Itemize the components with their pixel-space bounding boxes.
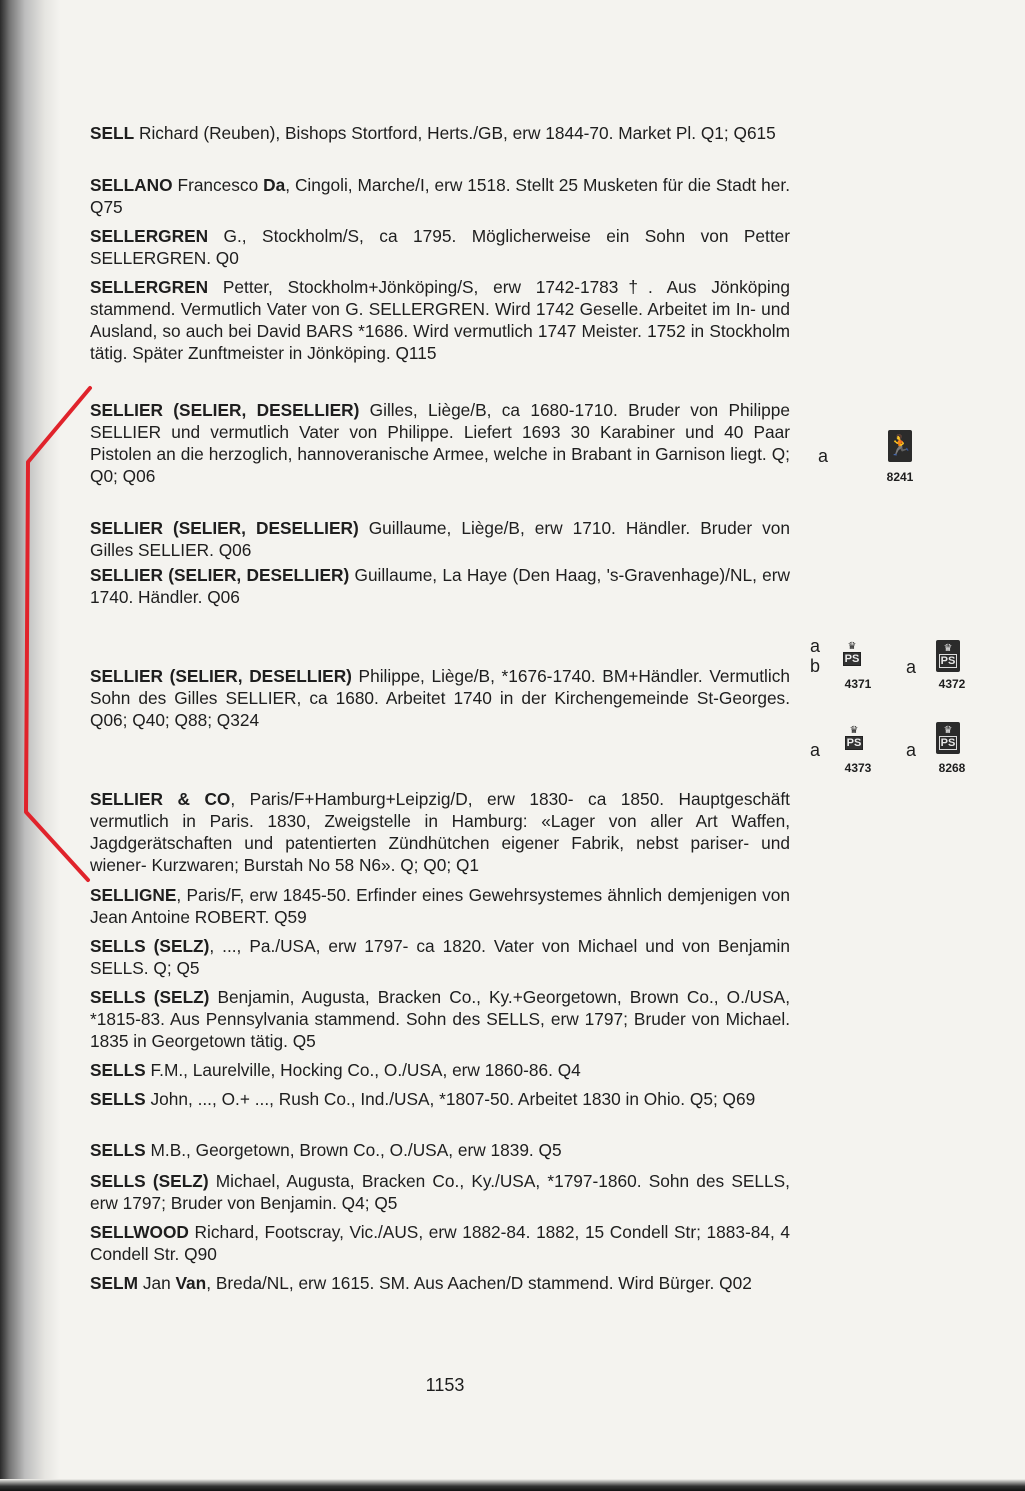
mark-number: 8241: [886, 470, 914, 484]
page-bottom-edge: [0, 1479, 1025, 1491]
entry-sellergren-petter: SELLERGREN Petter, Stockholm+Jönköping/S, erw 1742-1783†. Aus Jönköping stammend. Vermutlich Vater von G. SELLERGREN. Wird 1742 Geselle. Arbeitet im In- und Ausland, so auch bei David BARS *1686. Wird vermutlich 1747 Meister. 1752 in Stockholm tätig. Später Zunftmeister in Jönköping. Q115: [90, 277, 790, 363]
entry-sellergren-g: SELLERGREN G., Stockholm/S, ca 1795. Möglicherweise ein Sohn von Petter SELLERGREN. Q0: [90, 226, 790, 268]
mark-label-a: a: [810, 636, 821, 656]
entry-sells-michael: SELLS (SELZ) Michael, Augusta, Bracken Co., Ky./USA, *1797-1860. Sohn des SELLS, erw 1797; Bruder von Benjamin. Q4; Q5: [90, 1171, 790, 1213]
mark-label-a: a: [906, 657, 917, 677]
crowned-ps-mark-icon: ♛ PS: [846, 725, 862, 749]
entry-sells-john: SELLS John, ..., O.+ ..., Rush Co., Ind./USA, *1807-50. Arbeitet 1830 in Ohio. Q5; Q69: [90, 1089, 756, 1109]
entry-sellier-guillaume-liege: SELLIER (SELIER, DESELLIER) Guillaume, Liège/B, erw 1710. Händler. Bruder von Gilles SELLIER. Q06: [90, 518, 790, 560]
entry-sells-benjamin: SELLS (SELZ) Benjamin, Augusta, Bracken Co., Ky.+Georgetown, Brown Co., O./USA, *1815-83. Aus Pennsylvania stammend. Sohn des SELLS, erw 1797; Bruder von Michael. 1835 in Georgetown tätig. Q5: [90, 987, 791, 1051]
crowned-ps-mark-icon: ♛ PS: [936, 722, 960, 754]
red-bracket-annotation: [0, 0, 110, 900]
crowned-ps-mark-icon: ♛ PS: [844, 641, 860, 665]
entry-sellano: SELLANO Francesco Da, Cingoli, Marche/I, erw 1518. Stellt 25 Musketen für die Stadt her. Q75: [90, 175, 790, 217]
page-number: 1153: [425, 1375, 465, 1395]
mark-number: 8268: [938, 761, 966, 775]
entry-sellwood: SELLWOOD Richard, Footscray, Vic./AUS, erw 1882-84. 1882, 15 Condell Str; 1883-84, 4 Condell Str. Q90: [90, 1222, 790, 1264]
mark-number: 4372: [938, 677, 966, 691]
mark-number: 4371: [844, 677, 872, 691]
entry-selm: SELM Jan Van, Breda/NL, erw 1615. SM. Aus Aachen/D stammend. Wird Bürger. Q02: [90, 1273, 752, 1293]
mark-label-a: a: [818, 446, 829, 466]
entry-sells-mb: SELLS M.B., Georgetown, Brown Co., O./USA, erw 1839. Q5: [90, 1140, 562, 1160]
mark-label-a: a: [810, 740, 821, 760]
entry-sell: SELL Richard (Reuben), Bishops Stortford, Herts./GB, erw 1844-70. Market Pl. Q1; Q615: [90, 123, 776, 143]
mark-number: 4373: [844, 761, 872, 775]
entry-sellier-gilles: SELLIER (SELIER, DESELLIER) Gilles, Liège/B, ca 1680-1710. Bruder von Philippe SELLIER und vermutlich Vater von Philippe. Liefert 1693 30 Karabiner und 40 Paar Pistolen an die herzoglich, hannoveranische Armee, welche in Brabant in Garnison liegt. Q; Q0; Q06: [90, 400, 790, 486]
entry-sells-selz: SELLS (SELZ), ..., Pa./USA, erw 1797- ca 1820. Vater von Michael und von Benjamin SELLS. Q; Q5: [90, 936, 790, 978]
entry-sellier-philippe: SELLIER (SELIER, DESELLIER) Philippe, Liège/B, *1676-1740. BM+Händler. Vermutlich Sohn des Gilles SELLIER, ca 1680. Arbeitet 1740 in der Kirchengemeinde St-Georges. Q06; Q40; Q88; Q324: [90, 666, 790, 730]
running-figure-mark-icon: 🏃: [888, 430, 912, 462]
entry-sellier-guillaume-haye: SELLIER (SELIER, DESELLIER) Guillaume, La Haye (Den Haag, 's-Gravenhage)/NL, erw 1740. Händler. Q06: [90, 565, 790, 607]
entry-selligne: SELLIGNE, Paris/F, erw 1845-50. Erfinder eines Gewehrsystemes ähnlich demjenigen von Jean Antoine ROBERT. Q59: [90, 885, 790, 927]
mark-label-b: b: [810, 656, 821, 676]
entry-sellier-co: SELLIER & CO, Paris/F+Hamburg+Leipzig/D, erw 1830- ca 1850. Hauptgeschäft vermutlich in Paris. 1830, Zweigstelle in Hamburg: «Lager von aller Art Waffen, Jagdgerätschaften und patentierten Zündhütchen eigener Fabrik, nebst pariser- und wiener- Kurzwaren; Burstah No 58 N6». Q; Q0; Q1: [90, 789, 790, 875]
mark-label-a: a: [906, 740, 917, 760]
crowned-ps-mark-icon: ♛ PS: [936, 640, 960, 672]
entry-sells-fm: SELLS F.M., Laurelville, Hocking Co., O./USA, erw 1860-86. Q4: [90, 1060, 581, 1080]
